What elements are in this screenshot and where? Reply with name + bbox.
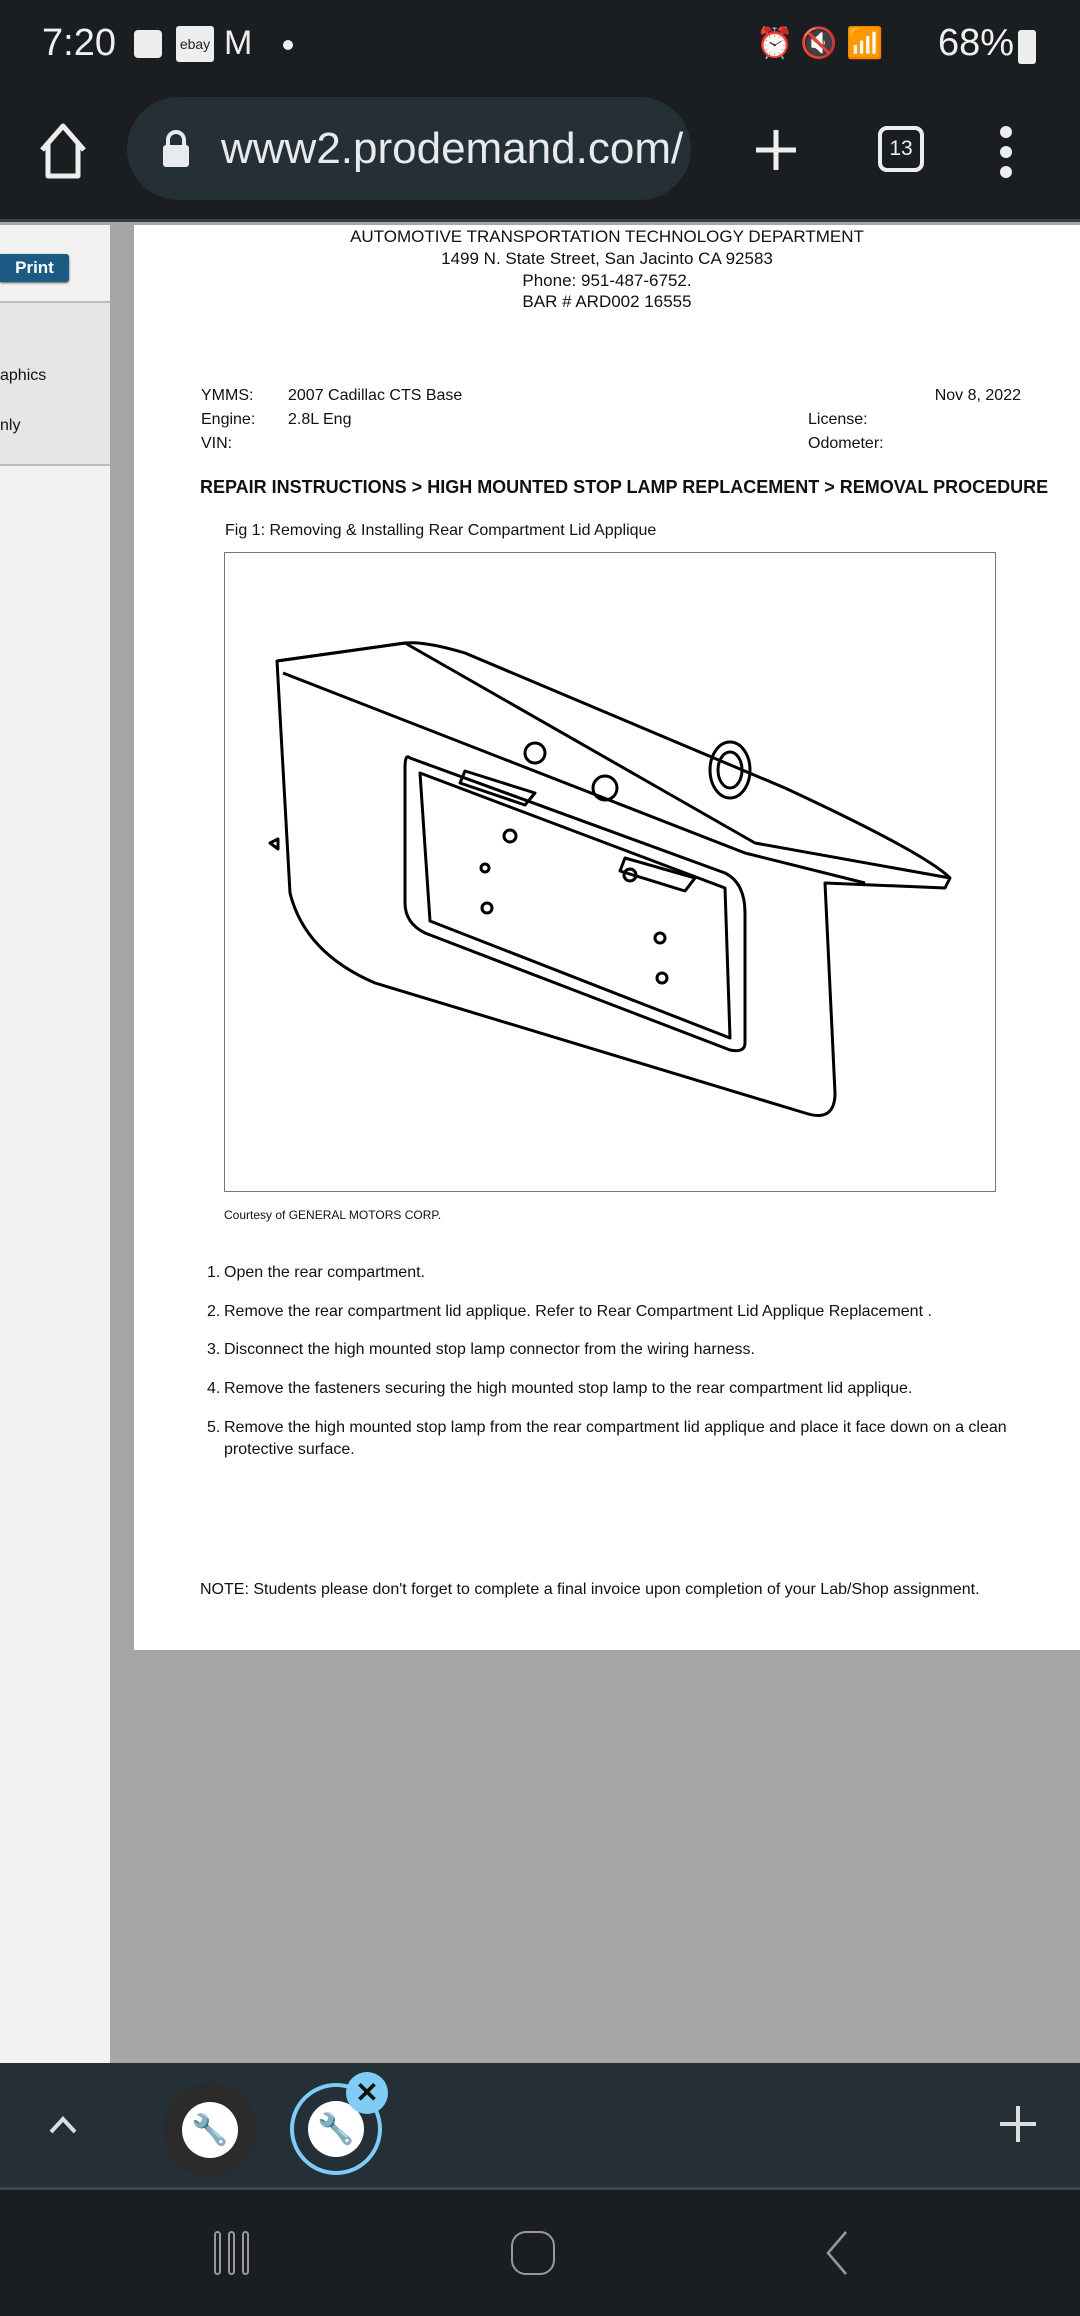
step-text: Remove the fasteners securing the high mounted stop lamp to the rear compartment lid applique. — [224, 1380, 913, 1397]
step-item — [207, 1262, 1057, 1284]
sidebar-divider — [0, 464, 110, 466]
step-item — [207, 1339, 1057, 1361]
wrench-icon: 🔧 — [308, 2101, 364, 2157]
sidebar-item-graphics[interactable]: aphics — [0, 367, 47, 384]
home-nav-icon[interactable] — [510, 2230, 556, 2276]
more-menu-icon[interactable] — [994, 124, 1018, 180]
tab-thumbnail[interactable] — [163, 2083, 257, 2177]
report-date: Nov 8, 2022 — [934, 387, 1021, 404]
step-number: 5. — [207, 1419, 221, 1436]
header-address: 1499 N. State Street, San Jacinto CA 92583 — [441, 249, 773, 268]
ymms-label: YMMS: — [201, 387, 254, 404]
wifi-icon: 📶 — [846, 27, 884, 60]
ebay-icon: ebay — [176, 26, 214, 62]
alarm-icon: ⏰ — [756, 27, 794, 60]
step-text: Remove the rear compartment lid applique. Refer to Rear Compartment Lid Applique Replacement . — [224, 1303, 932, 1320]
url-text: www2.prodemand.com/ — [221, 123, 684, 173]
home-icon[interactable] — [38, 122, 88, 180]
new-tab-icon[interactable] — [752, 126, 800, 174]
tab-switcher-button[interactable]: 13 — [878, 126, 924, 172]
figure-caption: Fig 1: Removing & Installing Rear Compartment Lid Applique — [225, 522, 657, 539]
license-label: License: — [808, 411, 868, 428]
step-number: 4. — [207, 1380, 221, 1397]
header-bar-number: BAR # ARD002 16555 — [522, 292, 692, 311]
wrench-icon: 🔧 — [182, 2102, 238, 2158]
browser-toolbar — [0, 90, 1080, 222]
step-text: Remove the high mounted stop lamp from the rear compartment lid applique and place it face down on a clean protective surface. — [224, 1419, 1007, 1458]
add-tab-icon[interactable] — [998, 2104, 1038, 2144]
close-tab-icon[interactable]: ✕ — [346, 2072, 388, 2114]
student-note: NOTE: Students please don't forget to complete a final invoice upon completion of your Lab/Shop assignment. — [200, 1581, 980, 1598]
status-bar — [0, 0, 1080, 90]
back-icon[interactable] — [822, 2230, 852, 2276]
sidebar — [0, 225, 110, 2063]
procedure-title: REPAIR INSTRUCTIONS > HIGH MOUNTED STOP LAMP REPLACEMENT > REMOVAL PROCEDURE — [200, 477, 1049, 497]
vin-label: VIN: — [201, 435, 233, 452]
step-item — [207, 1417, 1057, 1461]
step-text: Disconnect the high mounted stop lamp connector from the wiring harness. — [224, 1341, 755, 1358]
address-bar[interactable] — [127, 97, 691, 200]
system-nav-bar — [0, 2190, 1080, 2316]
recent-apps-icon[interactable] — [212, 2230, 252, 2276]
document-page — [134, 225, 1080, 1650]
print-button[interactable]: Print — [0, 254, 69, 282]
figure-credit: Courtesy of GENERAL MOTORS CORP. — [224, 1208, 442, 1222]
clock: 7:20 — [42, 22, 116, 64]
battery-percent: 68% — [938, 22, 1015, 64]
engine-value: 2.8L Eng — [288, 411, 352, 428]
header-phone: Phone: 951-487-6752. — [522, 271, 692, 290]
chevron-up-icon[interactable] — [48, 2115, 78, 2135]
step-number: 2. — [207, 1303, 221, 1320]
figure-frame — [224, 552, 996, 1192]
dot-icon — [283, 40, 293, 50]
scroll-gutter — [110, 225, 134, 2063]
battery-icon — [1018, 30, 1036, 64]
step-number: 1. — [207, 1264, 221, 1281]
ymms-value: 2007 Cadillac CTS Base — [288, 387, 463, 404]
gallery-icon — [134, 30, 162, 58]
trunk-lid-illustration — [225, 553, 995, 1191]
tab-bar — [0, 2063, 1080, 2190]
mute-icon: 🔇 — [800, 27, 838, 60]
step-number: 3. — [207, 1341, 221, 1358]
step-item — [207, 1301, 1057, 1323]
gmail-icon: M — [224, 24, 253, 62]
lock-icon — [161, 129, 191, 169]
odometer-label: Odometer: — [808, 435, 884, 452]
engine-label: Engine: — [201, 411, 256, 428]
step-text: Open the rear compartment. — [224, 1264, 425, 1281]
sidebar-item-only[interactable]: nly — [0, 417, 21, 434]
header-department: AUTOMOTIVE TRANSPORTATION TECHNOLOGY DEPARTMENT — [350, 227, 864, 246]
step-item — [207, 1378, 1057, 1400]
